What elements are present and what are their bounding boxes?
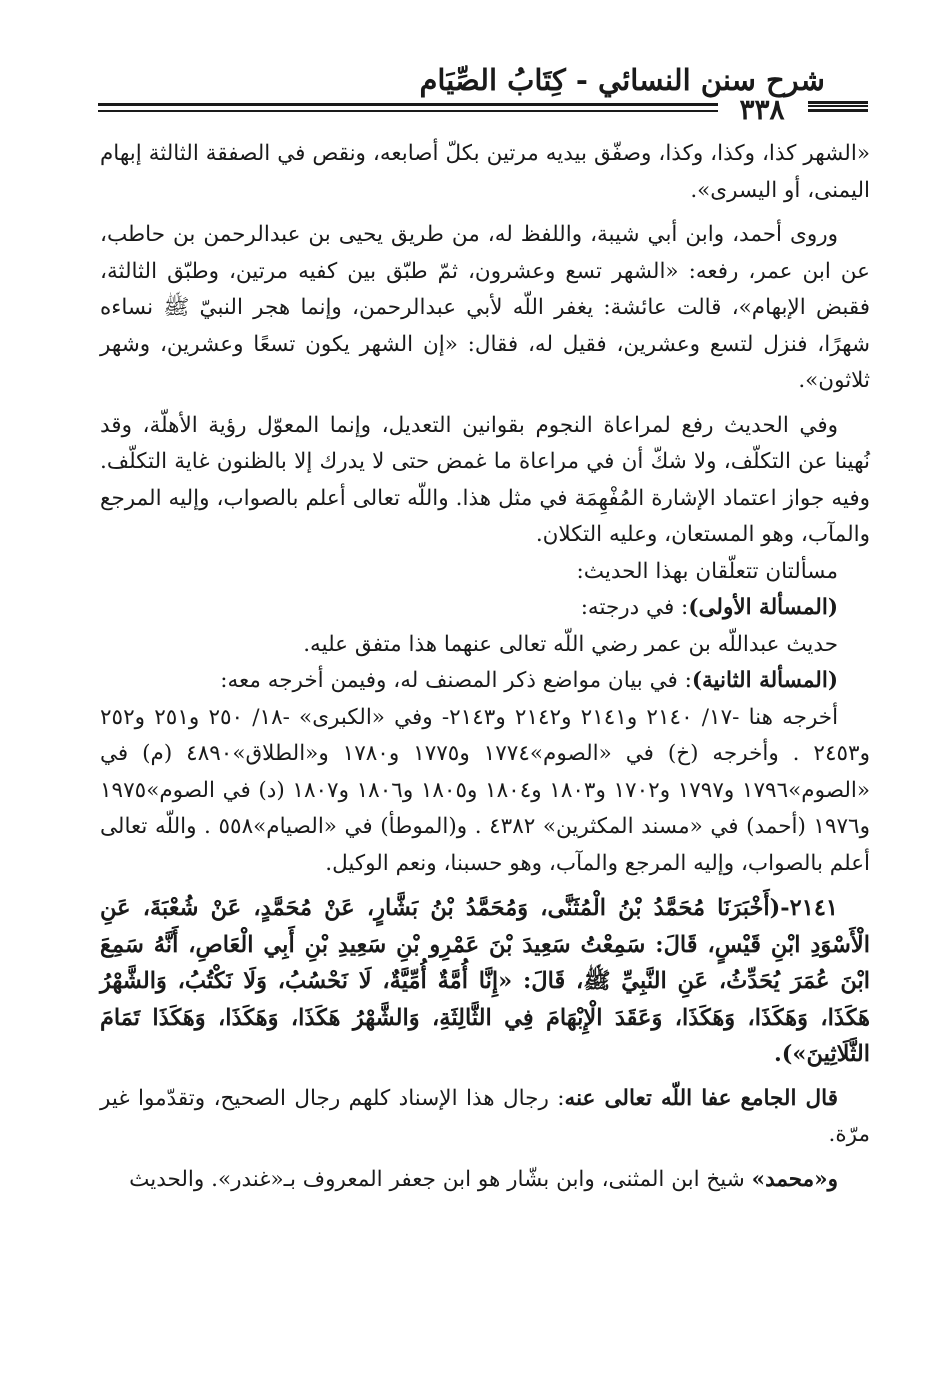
hadith-2141: ٢١٤١-(أَخْبَرَنَا مُحَمَّدُ بْنُ الْمُثَنَّى، وَمُحَمَّدُ بْنُ بَشَّارٍ، عَنْ مُحَمَّدٍ، عَنْ شُعْبَةَ، عَنِ الْأَسْوَدِ ابْنِ قَيْسٍ، قَالَ: سَمِعْتُ سَعِيدَ بْنَ عَمْرِو بْنِ سَعِيدِ بْنِ أَبِي الْعَاصِ، أَنَّهُ سَمِعَ ابْنَ عُمَرَ يُحَدِّثُ، عَنِ النَّبِيِّ ﷺ، قَالَ: «إِنَّا أُمَّةٌ أُمِّيَّةٌ، لَا نَحْسُبُ، وَلَا نَكْتُبُ، وَالشَّهْرُ هَكَذَا، وَهَكَذَا، وَهَكَذَا، وَعَقَدَ الْإِبْهَامَ فِي الثَّالِثَةِ، وَالشَّهْرُ هَكَذَا، وَهَكَذَا، وَهَكَذَا تَمَامَ الثَّلَاثِينَ»). xyxy=(100,895,870,1067)
issue-two-text: : في بيان مواضع ذكر المصنف له، وفيمن أخرجه معه: xyxy=(220,668,692,693)
paragraph-two-issues: مسألتان تتعلّقان بهذا الحديث: xyxy=(576,558,838,584)
paragraph-muhammad-note xyxy=(100,1162,870,1199)
paragraph-jami-comment xyxy=(100,1081,870,1154)
paragraph-takhrij: أخرجه هنا -١٧/ ٢١٤٠ و٢١٤١ و٢١٤٢ و٢١٤٣- وفي «الكبرى» -١٨/ ٢٥٠ و٢٥١ و٢٥٢ و٢٤٥٣ . وأخرجه (خ) في «الصوم»١٧٧٤ و١٧٧٥ و١٧٨٠ و«الطلاق»٤٨٩٠ (م) في «الصوم»١٧٩٦ و١٧٩٧ و١٧٠٢ و١٨٠٣ و١٨٠٤ و١٨٠٥ و١٨٠٦ و١٨٠٧ (د) في الصوم»١٩٧٥ و١٩٧٦ (أحمد) في «مسند المكثرين» ٤٣٨٢ . و(الموطأ) في «الصيام»٥٥٨ . واللّه تعالى أعلم بالصواب، وإليه المرجع والمآب، وهو حسبنا، ونعم الوكيل. xyxy=(100,704,871,876)
main-text xyxy=(100,136,870,1198)
running-header-title: شرح سنن النسائي - كِتَابُ الصِّيَام xyxy=(419,63,825,97)
muhammad-text: شيخ ابن المثنى، وابن بشّار هو ابن جعفر المعروف بـ«غندر». والحديث xyxy=(129,1166,752,1192)
issue-one-label: (المسألة الأولى) xyxy=(688,595,838,620)
issue-one-heading xyxy=(100,590,870,627)
page-number: ٣٣٨ xyxy=(739,93,785,126)
issue-one-text: : في درجته: xyxy=(580,595,689,620)
issue-two-heading xyxy=(100,663,870,700)
issue-two-label: (المسألة الثانية) xyxy=(691,668,838,693)
header-rule-short-middle xyxy=(808,105,868,107)
jami-text: : رجال هذا الإسناد كلهم رجال الصحيح، وتقدّموا غير مرّة. xyxy=(100,1085,870,1147)
muhammad-label: و«محمد» xyxy=(751,1166,838,1192)
paragraph-commentary: وفي الحديث رفع لمراعاة النجوم بقوانين التعديل، وإنما المعوّل رؤية الأهلّة، وقد نُهينا عن التكلّف، ولا شكّ أن في مراعاة ما غمض حتى لا يدرك إلا بالظنون غاية التكلّف. وفيه جواز اعتماد الإشارة المُفْهِمَة في مثل هذا. واللّه تعالى أعلم بالصواب، وإليه المرجع والمآب، وهو المستعان، وعليه التكلان. xyxy=(100,412,870,547)
header-rule xyxy=(98,103,718,112)
paragraph-quote-end: «الشهر كذا، وكذا، وكذا، وصفّق بيديه مرتين بكلّ أصابعه، ونقص في الصفقة الثالثة إبهام اليمنى، أو اليسرى». xyxy=(100,141,870,203)
paragraph-ahmad-narration: وروى أحمد، وابن أبي شيبة، واللفظ له، من طريق يحيى بن عبدالرحمن بن حاطب، عن ابن عمر، رفعه: «الشهر تسع وعشرون، ثمّ طبّق بين كفيه مرتين، وطبّق الثالثة، فقبض الإبهام»، قالت عائشة: يغفر اللّه لأبي عبدالرحمن، وإنما هجر النبيّ ﷺ نساءه شهرًا، فنزل لتسع وعشرين، فقيل له، فقال: «إن الشهر يكون تسعًا وعشرين، وشهر ثلاثون». xyxy=(100,222,870,393)
jami-label: قال الجامع عفا اللّه تعالى عنه xyxy=(564,1085,838,1111)
paragraph-muttafaq: حديث عبداللّه بن عمر رضي اللّه تعالى عنهما هذا متفق عليه. xyxy=(303,631,838,657)
